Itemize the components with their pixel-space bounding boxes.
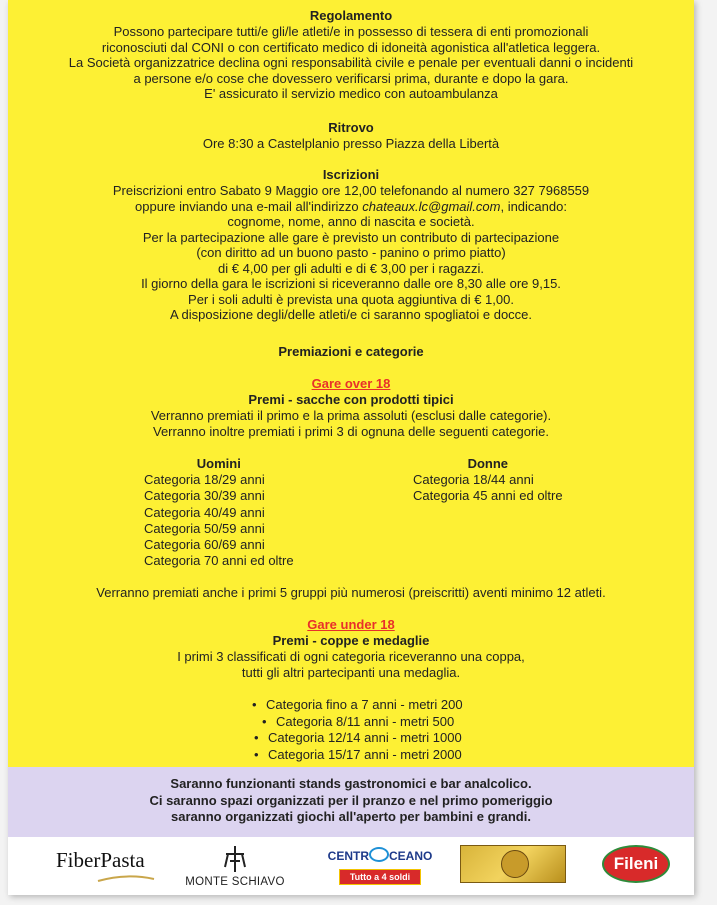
list-item: Categoria 70 anni ed oltre bbox=[144, 553, 294, 569]
list-item: Categoria 50/59 anni bbox=[144, 520, 265, 536]
under18-subtitle: Premi - coppe e medaglie bbox=[272, 633, 430, 648]
text-line: Verranno inoltre premiati i primi 3 di ognuna delle seguenti categorie. bbox=[152, 423, 549, 439]
text-line: Ci saranno spazi organizzati per il pranzo e nel primo pomeriggio bbox=[149, 792, 553, 808]
text-line: I primi 3 classificati di ogni categoria riceveranno una coppa, bbox=[177, 649, 525, 664]
over18-text bbox=[8, 408, 694, 439]
list-item: Categoria 18/44 anni bbox=[413, 472, 534, 488]
text-line: Saranno funzionanti stands gastronomici e bar analcolico. bbox=[170, 776, 532, 791]
list-item: • Categoria 8/11 anni - metri 500 bbox=[276, 714, 717, 731]
monteschiavo-logo: MONTE SCHIAVO bbox=[180, 845, 290, 888]
under18-section bbox=[8, 617, 694, 680]
under18-text bbox=[8, 649, 694, 680]
list-item: Categoria 30/39 anni bbox=[144, 488, 265, 504]
uomini-list bbox=[144, 456, 294, 569]
uomini-title: Uomini bbox=[196, 456, 241, 471]
text-line: La Società organizzatrice declina ogni responsabilità civile e penale per eventuali danni o incidenti bbox=[68, 55, 634, 70]
text-line: saranno organizzati giochi all'aperto per bambini e grandi. bbox=[171, 809, 531, 824]
text-line: tutti gli altri partecipanti una medaglia. bbox=[241, 664, 461, 680]
list-item: • Categoria 12/14 anni - metri 1000 bbox=[268, 730, 717, 747]
text-line: Possono partecipare tutti/e gli/le atleti/e in possesso di tessera di enti promozionali bbox=[113, 24, 589, 39]
list-item: Categoria 60/69 anni bbox=[144, 537, 265, 553]
regolamento-title: Regolamento bbox=[309, 8, 393, 23]
text-line: Verranno premiati il primo e la prima assoluti (esclusi dalle categorie). bbox=[150, 408, 552, 423]
email-link[interactable]: chateaux.lc@gmail.com bbox=[362, 198, 501, 214]
sponsor-bar bbox=[8, 837, 694, 895]
text-line: Per la partecipazione alle gare è previsto un contributo di partecipazione bbox=[142, 229, 560, 245]
yellow-panel bbox=[8, 0, 694, 767]
list-item: Categoria 40/49 anni bbox=[144, 504, 265, 520]
text-line: A disposizione degli/delle atleti/e ci saranno spogliatoi e docce. bbox=[169, 307, 533, 322]
centroceano-logo: CENTR CEANO Tutto a 4 soldi bbox=[320, 847, 440, 885]
tuttoa4soldi-logo: Tutto a 4 soldi bbox=[339, 869, 421, 885]
list-item: • Categoria fino a 7 anni - metri 200 bbox=[266, 697, 717, 714]
text-line: cognome, nome, anno di nascita e società. bbox=[227, 214, 475, 229]
text-line: di € 4,00 per gli adulti e di € 3,00 per i ragazzi. bbox=[218, 260, 484, 276]
text-line: Per i soli adulti è prevista una quota aggiuntiva di € 1,00. bbox=[188, 291, 514, 307]
iscrizioni-text bbox=[8, 183, 694, 323]
text-line: riconosciuti dal CONI o con certificato medico di idoneità agonistica all'atletica leggera. bbox=[101, 39, 601, 55]
over18-title: Gare over 18 bbox=[311, 376, 391, 391]
flyer-page bbox=[8, 0, 694, 895]
iscrizioni-title: Iscrizioni bbox=[322, 167, 380, 182]
ritrovo-section bbox=[8, 120, 694, 152]
gruppi-text: Verranno premiati anche i primi 5 gruppi più numerosi (preiscritti) aventi minimo 12 atleti. bbox=[96, 585, 606, 600]
premiazioni-section bbox=[8, 344, 694, 360]
wheat-icon bbox=[96, 875, 156, 883]
premiazioni-title: Premiazioni e categorie bbox=[278, 344, 424, 359]
regolamento-section bbox=[8, 8, 694, 102]
list-item: • Categoria 15/17 anni - metri 2000 bbox=[268, 747, 717, 764]
services-text bbox=[8, 767, 694, 826]
ritrovo-text: Ore 8:30 a Castelplanio presso Piazza della Libertà bbox=[202, 136, 500, 151]
list-item: Categoria 18/29 anni bbox=[144, 472, 265, 488]
regolamento-text bbox=[8, 24, 694, 102]
text-line: Preiscrizioni entro Sabato 9 Maggio ore 12,00 telefonando al numero 327 7968559 bbox=[112, 183, 590, 198]
under18-categories bbox=[8, 697, 694, 763]
over18-section bbox=[8, 376, 694, 439]
fileni-logo: Fileni bbox=[602, 845, 670, 883]
donne-title: Donne bbox=[467, 456, 509, 471]
ritrovo-title: Ritrovo bbox=[328, 120, 374, 135]
seal-icon bbox=[501, 850, 529, 878]
text-line: Il giorno della gara le iscrizioni si riceveranno dalle ore 8,30 alle ore 9,15. bbox=[141, 276, 561, 291]
text-line: (con diritto ad un buono pasto - panino o primo piatto) bbox=[196, 245, 506, 260]
over18-subtitle: Premi - sacche con prodotti tipici bbox=[248, 392, 454, 407]
local-product-logo bbox=[460, 845, 566, 883]
text-line: oppure inviando una e-mail all'indirizzo chateaux.lc@gmail.com, indicando: bbox=[135, 198, 567, 214]
fiberpasta-logo: FiberPasta bbox=[56, 848, 145, 873]
list-item: Categoria 45 anni ed oltre bbox=[413, 488, 563, 504]
iscrizioni-section bbox=[8, 167, 694, 323]
ocean-wave-icon bbox=[369, 847, 389, 862]
text-line: a persone e/o cose che dovessero verificarsi prima, durante e dopo la gara. bbox=[133, 70, 569, 86]
services-panel bbox=[8, 767, 694, 837]
monteschiavo-icon bbox=[222, 845, 248, 873]
donne-list bbox=[413, 456, 563, 505]
text-line: E' assicurato il servizio medico con autoambulanza bbox=[204, 86, 498, 101]
under18-title: Gare under 18 bbox=[307, 617, 395, 632]
